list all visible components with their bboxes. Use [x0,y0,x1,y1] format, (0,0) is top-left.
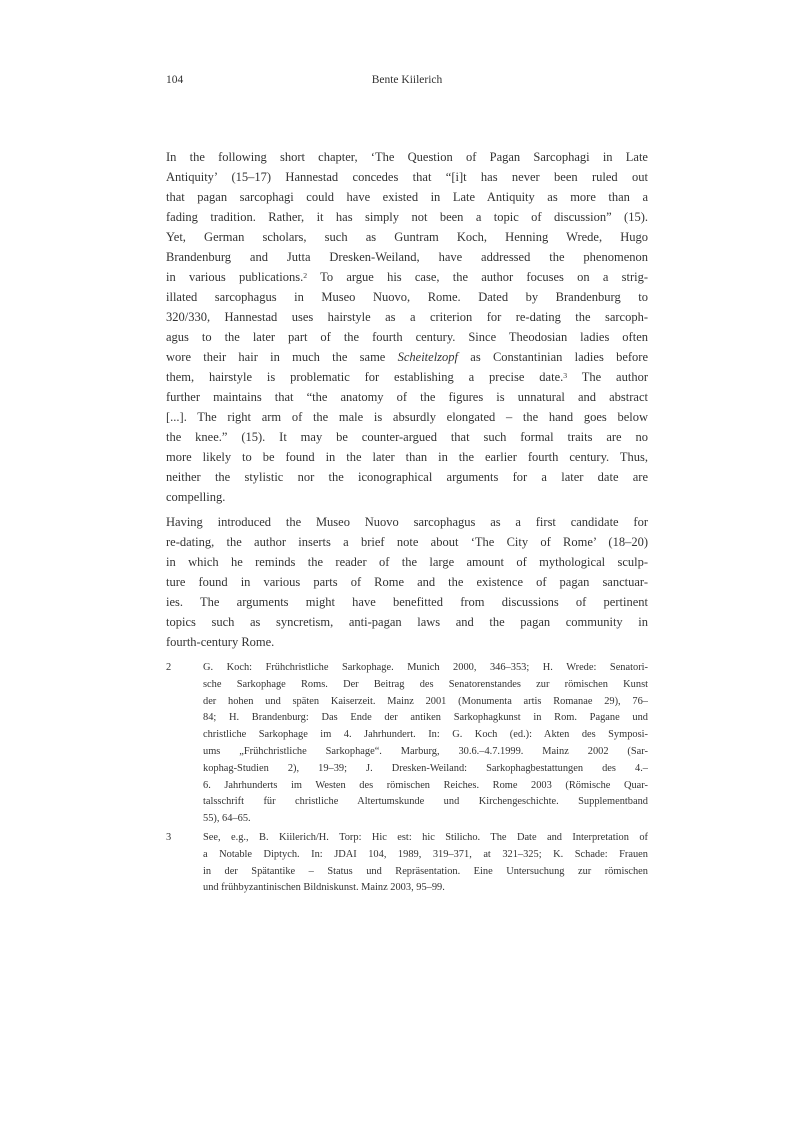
text-line: Antiquity’ (15–17) Hannestad concedes that “[i]t has never been ruled out [166,170,648,184]
body-text [166,147,648,652]
text-line: der hohen und späten Kaiserzeit. Mainz 2001 (Monumenta artis Romanae 29), 76– [203,695,648,707]
page-header [166,72,648,88]
paragraph-2 [166,512,648,652]
text-line: und frühbyzantinischen Bildniskunst. Mainz 2003, 95–99. [203,882,445,894]
paragraph-1 [166,147,648,507]
text-line: talsschrift für christliche Altertumskunde und Kirchengeschichte. Supplementband [203,796,648,808]
footnote-3 [166,830,648,897]
text-line: See, e.g., B. Kiilerich/H. Torp: Hic est: hic Stilicho. The Date and Interpretation of [203,831,648,843]
text-line: that pagan sarcophagi could have existed in Late Antiquity as more than a [166,190,648,204]
text-line: ture found in various parts of Rome and the existence of pagan sanctuar- [166,575,648,589]
text-line: ums „Frühchristliche Sarkophage“. Marburg, 30.6.–4.7.1999. Mainz 2002 (Sar- [203,745,648,757]
running-head: Bente Kiilerich [371,74,443,86]
text-line: Yet, German scholars, such as Guntram Koch, Henning Wrede, Hugo [166,230,648,244]
footnote-number: 2 [166,662,172,673]
italic-term: Scheitelzopf [397,350,459,364]
text-line: sche Sarkophage Roms. Der Beitrag des Senatorenstandes zur römischen Kunst [203,678,648,690]
text-line: G. Koch: Frühchristliche Sarkophage. Munich 2000, 346–353; H. Wrede: Senatori- [203,662,648,673]
footnote-reference: 3 [563,370,568,380]
footnote-text [203,830,648,897]
text-line: in various publications.$^2$ To argue his case, the author focuses on a strig- [166,270,648,284]
text-line: 55), 64–65. [203,813,251,825]
footnote-2 [166,660,648,828]
text-line: the knee.” (15). It may be counter-argued that such formal traits are no [166,430,648,444]
footnote-number: 3 [166,831,172,843]
text-line: them, hairstyle is problematic for establishing a precise date.$^3$ The author [166,370,648,384]
text-line: topics such as syncretism, anti-pagan laws and the pagan community in [166,615,648,629]
text-line: Having introduced the Museo Nuovo sarcophagus as a first candidate for [166,515,648,529]
footnote-reference: 2 [303,270,308,280]
text-line: agus to the later part of the fourth century. Since Theodosian ladies often [166,330,648,344]
text-line: in der Spätantike – Status und Repräsentation. Eine Untersuchung zur römischen [203,865,648,877]
footnote-text [203,660,648,828]
footnotes-section [166,660,648,897]
text-line: [...]. The right arm of the male is absurdly elongated – the hand goes below [166,410,648,424]
text-line: fading tradition. Rather, it has simply not been a topic of discussion” (15). [166,210,648,224]
text-line: ies. The arguments might have benefitted from discussions of pertinent [166,595,648,609]
text-line: further maintains that “the anatomy of the figures is unnatural and abstract [166,390,648,404]
text-line: a Notable Diptych. In: JDAI 104, 1989, 319–371, at 321–325; K. Schade: Frauen [203,848,648,860]
text-line: wore their hair in much the same Scheitelzopf as Constantinian ladies before [166,350,648,364]
text-line: Brandenburg and Jutta Dresken-Weiland, have addressed the phenomenon [166,250,648,264]
text-line: more likely to be found in the later than in the earlier fourth century. Thus, [166,450,648,464]
text-line: neither the stylistic nor the iconographical arguments for a later date are [166,470,648,484]
text-line: 6. Jahrhunderts im Westen des römischen Reiches. Rome 2003 (Römische Quar- [203,779,648,791]
text-line: illated sarcophagus in Museo Nuovo, Rome. Dated by Brandenburg to [166,290,648,304]
text-line: kophag-Studien 2), 19–39; J. Dresken-Weiland: Sarkophagbestattungen des 4.– [203,762,648,774]
text-line: 84; H. Brandenburg: Das Ende der antiken Sarkophagkunst in Rom. Pagane und [203,712,648,724]
text-line: In the following short chapter, ‘The Question of Pagan Sarcophagi in Late [166,150,648,164]
text-line: 320/330, Hannestad uses hairstyle as a criterion for re-dating the sarcoph- [166,310,648,324]
text-line: fourth-century Rome. [166,635,275,649]
text-line: in which he reminds the reader of the large amount of mythological sculp- [166,555,648,569]
page-number: 104 [166,74,184,86]
text-line: re-dating, the author inserts a brief note about ‘The City of Rome’ (18–20) [166,535,648,549]
text-line: compelling. [166,490,226,504]
text-line: christliche Sarkophage im 4. Jahrhundert. In: G. Koch (ed.): Akten des Symposi- [203,729,648,741]
